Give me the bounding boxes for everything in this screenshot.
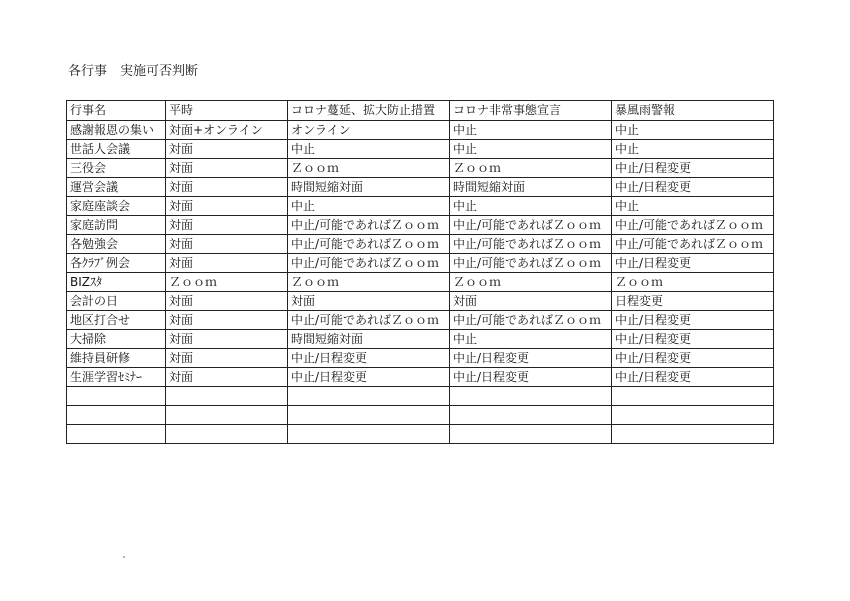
corona-emergency-cell: Ｚｏｏｍ [450,159,612,178]
normal-time-cell: Ｚｏｏｍ [166,273,288,292]
corona-emergency-cell: 中止/可能であればＺｏｏｍ [450,235,612,254]
header-corona-emergency: コロナ非常事態宣言 [450,101,612,121]
empty-table-row [67,406,774,425]
corona-spread-cell: 中止/日程変更 [288,349,450,368]
storm-warning-cell: 中止/日程変更 [612,159,774,178]
table-row [67,197,774,216]
storm-warning-cell: 中止/日程変更 [612,368,774,387]
empty-cell [612,425,774,444]
empty-cell [166,425,288,444]
empty-cell [288,406,450,425]
table-header [67,101,774,121]
storm-warning-cell: 中止/日程変更 [612,178,774,197]
corona-emergency-cell: 中止/可能であればＺｏｏｍ [450,216,612,235]
corona-spread-cell: 時間短縮対面 [288,178,450,197]
corona-spread-cell: 中止 [288,197,450,216]
normal-time-cell: 対面 [166,330,288,349]
corona-emergency-cell: 中止/日程変更 [450,349,612,368]
corona-emergency-cell: 中止 [450,121,612,140]
event-name-cell: 家庭座談会 [67,197,166,216]
corona-spread-cell: 中止/可能であればＺｏｏｍ [288,235,450,254]
normal-time-cell: 対面 [166,292,288,311]
header-normal-time: 平時 [166,101,288,121]
storm-warning-cell: 中止/日程変更 [612,349,774,368]
event-name-cell: 会計の日 [67,292,166,311]
event-name-cell: 各ｸﾗﾌﾞ例会 [67,254,166,273]
storm-warning-cell: 中止 [612,197,774,216]
corona-spread-cell: 中止/日程変更 [288,368,450,387]
corona-spread-cell: 対面 [288,292,450,311]
event-name-cell: 維持員研修 [67,349,166,368]
corona-spread-cell: Ｚｏｏｍ [288,159,450,178]
event-name-cell: 感謝報恩の集い [67,121,166,140]
normal-time-cell: 対面 [166,140,288,159]
storm-warning-cell: 中止/可能であればＺｏｏｍ [612,235,774,254]
event-name-cell: 大掃除 [67,330,166,349]
event-name-cell: 運営会議 [67,178,166,197]
table-row [67,273,774,292]
empty-cell [288,425,450,444]
corona-spread-cell: Ｚｏｏｍ [288,273,450,292]
event-name-cell: 世話人会議 [67,140,166,159]
corona-emergency-cell: Ｚｏｏｍ [450,273,612,292]
corona-spread-cell: 時間短縮対面 [288,330,450,349]
empty-table-row [67,425,774,444]
normal-time-cell: 対面 [166,311,288,330]
corona-emergency-cell: 時間短縮対面 [450,178,612,197]
empty-cell [450,387,612,406]
storm-warning-cell: 中止/日程変更 [612,330,774,349]
event-name-cell: 生涯学習ｾﾐﾅｰ [67,368,166,387]
empty-cell [612,406,774,425]
event-decision-table [66,100,774,444]
normal-time-cell: 対面 [166,368,288,387]
document-title: 各行事 実施可否判断 [68,64,199,79]
table-row [67,216,774,235]
header-row [67,101,774,121]
normal-time-cell: 対面 [166,197,288,216]
normal-time-cell: 対面 [166,349,288,368]
empty-cell [450,425,612,444]
corona-emergency-cell: 中止/可能であればＺｏｏｍ [450,254,612,273]
table-row [67,311,774,330]
empty-table-row [67,387,774,406]
storm-warning-cell: 中止 [612,121,774,140]
corona-emergency-cell: 中止/日程変更 [450,368,612,387]
corona-spread-cell: 中止/可能であればＺｏｏｍ [288,254,450,273]
table-row [67,349,774,368]
table-row [67,159,774,178]
header-corona-spread-measures: コロナ蔓延、拡大防止措置 [288,101,450,121]
storm-warning-cell: Ｚｏｏｍ [612,273,774,292]
empty-cell [450,406,612,425]
empty-cell [166,387,288,406]
empty-cell [612,387,774,406]
event-name-cell: BIZｽﾀ [67,273,166,292]
corona-spread-cell: 中止 [288,140,450,159]
corona-spread-cell: 中止/可能であればＺｏｏｍ [288,216,450,235]
storm-warning-cell: 中止/日程変更 [612,311,774,330]
table-row [67,235,774,254]
header-storm-warning: 暴風雨警報 [612,101,774,121]
normal-time-cell: 対面+オンライン [166,121,288,140]
table-row [67,121,774,140]
corona-spread-cell: オンライン [288,121,450,140]
storm-warning-cell: 中止/可能であればＺｏｏｍ [612,216,774,235]
storm-warning-cell: 中止 [612,140,774,159]
table-body [67,121,774,444]
corona-emergency-cell: 対面 [450,292,612,311]
corona-emergency-cell: 中止 [450,330,612,349]
normal-time-cell: 対面 [166,159,288,178]
table-row [67,178,774,197]
event-name-cell: 三役会 [67,159,166,178]
storm-warning-cell: 日程変更 [612,292,774,311]
scan-speck [123,556,125,558]
empty-cell [67,387,166,406]
normal-time-cell: 対面 [166,254,288,273]
normal-time-cell: 対面 [166,216,288,235]
empty-cell [67,406,166,425]
normal-time-cell: 対面 [166,178,288,197]
table-row [67,368,774,387]
corona-emergency-cell: 中止 [450,140,612,159]
table-row [67,254,774,273]
event-name-cell: 地区打合せ [67,311,166,330]
corona-spread-cell: 中止/可能であればＺｏｏｍ [288,311,450,330]
empty-cell [288,387,450,406]
empty-cell [166,406,288,425]
corona-emergency-cell: 中止 [450,197,612,216]
event-name-cell: 家庭訪問 [67,216,166,235]
normal-time-cell: 対面 [166,235,288,254]
event-name-cell: 各勉強会 [67,235,166,254]
header-event-name: 行事名 [67,101,166,121]
corona-emergency-cell: 中止/可能であればＺｏｏｍ [450,311,612,330]
table-row [67,330,774,349]
table-row [67,140,774,159]
storm-warning-cell: 中止/日程変更 [612,254,774,273]
empty-cell [67,425,166,444]
table-row [67,292,774,311]
